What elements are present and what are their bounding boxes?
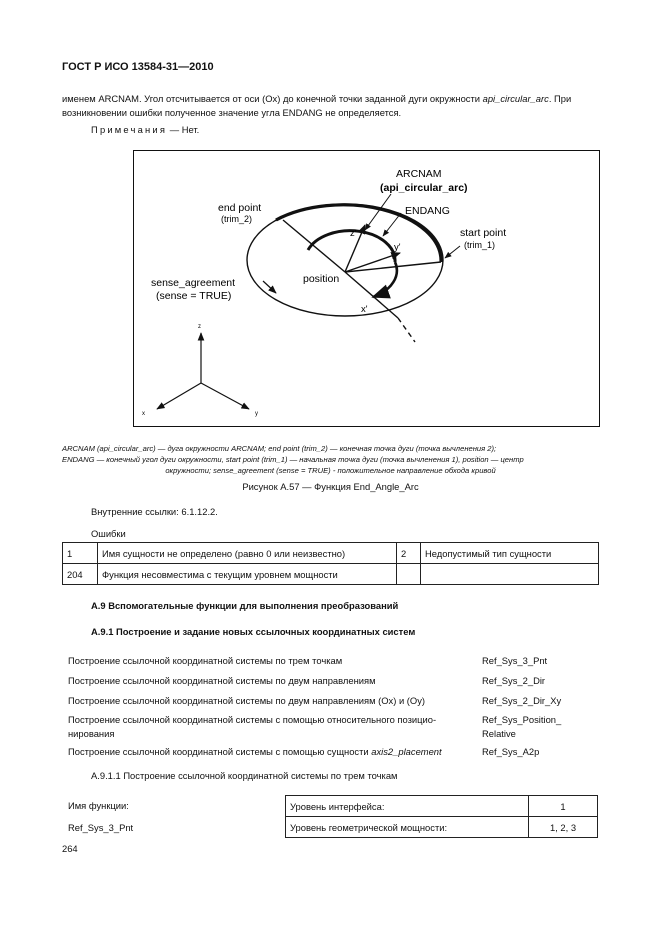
level-value: 1	[529, 796, 598, 817]
sense-true-label: (sense = TRUE)	[156, 290, 232, 302]
level-label: Уровень интерфейса:	[286, 796, 529, 817]
x-axis-dashed	[398, 318, 415, 342]
function-description-emphasis: axis2_placement	[371, 746, 442, 757]
intro-line-2: возникновении ошибки полученное значение угла ENDANG не определяется.	[62, 106, 402, 118]
error-code: 2	[397, 543, 421, 564]
function-description: Построение ссылочной координатной системы по трем точкам	[68, 655, 343, 666]
arcnam-label: ARCNAM	[396, 168, 442, 180]
error-text	[421, 564, 599, 585]
error-text: Функция несовместима с текущим уровнем мощности	[98, 564, 397, 585]
function-description	[68, 745, 468, 759]
endang-label: ENDANG	[405, 205, 450, 217]
sense-arrow	[263, 281, 276, 293]
error-code: 204	[63, 564, 98, 585]
z-prime-label: z'	[350, 228, 357, 239]
section-heading-a91: А.9.1 Построение и задание новых ссылочных координатных систем	[91, 626, 416, 637]
function-description-text: Построение ссылочной координатной системы с помощью сущности	[68, 746, 372, 757]
x-prime-label: x'	[361, 304, 368, 315]
note	[91, 124, 199, 135]
level-label: Уровень геометрической мощности:	[286, 817, 529, 838]
function-description-line-1: Построение ссылочной координатной системы с помощью относительного позицио-	[68, 714, 437, 725]
function-code	[482, 713, 602, 741]
intro-text-end: . При	[548, 93, 572, 104]
function-description: Построение ссылочной координатной системы по двум направлениям	[68, 675, 376, 686]
table-row	[286, 796, 598, 817]
error-code	[397, 564, 421, 585]
endang-leader	[383, 213, 401, 236]
api-circular-arc-label: (api_circular_arc)	[380, 182, 468, 194]
function-code-line-2: Relative	[482, 728, 516, 739]
internal-references: Внутренние ссылки: 6.1.12.2.	[91, 506, 218, 517]
errors-label: Ошибки	[91, 528, 126, 539]
position-label: position	[303, 273, 340, 285]
function-code: Ref_Sys_3_Pnt	[482, 655, 548, 666]
function-code-line-1: Ref_Sys_Position_	[482, 714, 562, 725]
legend-line-3: окружности; sense_agreement (sense = TRUE) - положительное направление обхода кривой	[165, 466, 496, 475]
levels-table	[285, 795, 598, 838]
function-description	[68, 713, 468, 741]
figure-legend	[62, 443, 599, 476]
errors-table	[62, 542, 599, 585]
intro-text: именем ARCNAM. Угол отсчитывается от оси (Ox) до конечной точки заданной дуги окружности	[62, 93, 483, 104]
table-row	[63, 543, 599, 564]
global-x-axis	[157, 383, 201, 409]
global-z-label: z	[198, 324, 201, 330]
subsection-heading: А.9.1.1 Построение ссылочной координатной системы по трем точкам	[91, 770, 398, 781]
end-point-line	[283, 220, 345, 272]
legend-line-1: ARCNAM (api_circular_arc) — дуга окружности ARCNAM; end point (trim_2) — конечная точка дуги (точка вычленения 2);	[62, 444, 497, 453]
function-name-value: Ref_Sys_3_Pnt	[68, 822, 134, 833]
function-description-line-2: нирования	[68, 728, 115, 739]
function-code: Ref_Sys_2_Dir_Xy	[482, 695, 562, 706]
end-point-label: end point	[218, 202, 262, 214]
intro-emphasis: api_circular_arc	[482, 93, 549, 104]
error-text: Имя сущности не определено (равно 0 или неизвестно)	[98, 543, 397, 564]
trim2-label: (trim_2)	[221, 214, 252, 224]
legend-line-2: ENDANG — конечный угол дуги окружности, start point (trim_1) — начальная точка дуги (точка вычленения 1), position — центр	[62, 455, 524, 464]
page-header-title: ГОСТ Р ИСО 13584-31—2010	[62, 61, 214, 73]
page-number: 264	[62, 843, 78, 854]
function-code: Ref_Sys_2_Dir	[482, 675, 546, 686]
global-y-axis	[201, 383, 249, 409]
table-row	[63, 564, 599, 585]
error-text: Недопустимый тип сущности	[421, 543, 599, 564]
function-code: Ref_Sys_A2p	[482, 746, 540, 757]
y-prime-label: y'	[394, 242, 401, 253]
start-point-leader	[445, 246, 460, 258]
start-point-label: start point	[460, 227, 507, 239]
table-row	[286, 817, 598, 838]
intro-paragraph	[62, 92, 602, 119]
function-description: Построение ссылочной координатной системы по двум направлениям (Ox) и (Oy)	[68, 695, 426, 706]
trim1-label: (trim_1)	[464, 240, 495, 250]
function-name-label: Имя функции:	[68, 800, 129, 811]
error-code: 1	[63, 543, 98, 564]
section-heading-a9: А.9 Вспомогательные функции для выполнения преобразований	[91, 600, 399, 611]
note-label: Примечания	[91, 124, 168, 135]
note-text: — Нет.	[167, 124, 200, 135]
level-value: 1, 2, 3	[529, 817, 598, 838]
global-x-label: x	[142, 411, 145, 417]
figure-title: Рисунок А.57 — Функция End_Angle_Arc	[242, 481, 419, 492]
global-y-label: y	[255, 411, 258, 417]
x-axis-local	[345, 272, 398, 318]
sense-agreement-label: sense_agreement	[151, 277, 236, 289]
figure-end-angle-arc	[133, 150, 600, 427]
